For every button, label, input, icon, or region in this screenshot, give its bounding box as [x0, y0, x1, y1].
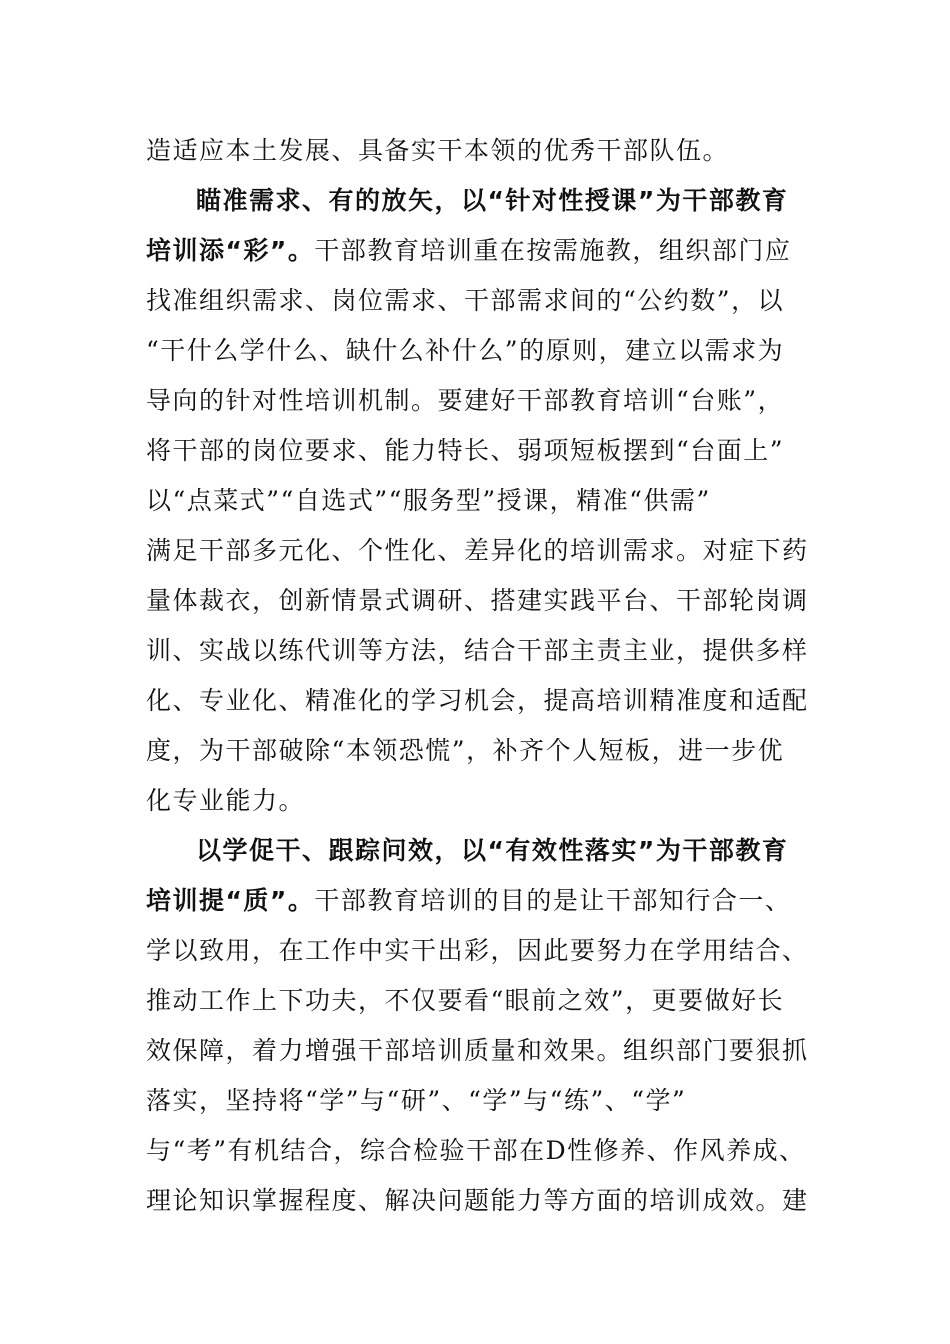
- body-line: 推动工作上下功夫，不仅要看“眼前之效”，更要做好长: [146, 986, 785, 1015]
- body-line: 与“考”有机结合，综合检验干部在D性修养、作风养成、: [146, 1136, 806, 1165]
- body-line: 理论知识掌握程度、解决问题能力等方面的培训成效。建: [146, 1186, 809, 1215]
- body-line: 培训添“彩”。干部教育培训重在按需施教，组织部门应: [146, 236, 792, 265]
- body-line: 满足干部多元化、个性化、差异化的培训需求。对症下药: [146, 536, 809, 565]
- section-heading: 瞄准需求、有的放矢，以“针对性授课”为干部教育: [196, 186, 789, 215]
- body-line: 找准组织需求、岗位需求、干部需求间的“公约数”，以: [146, 286, 785, 315]
- body-line: 以“点菜式”“自选式”“服务型”授课，精准“供需”: [146, 486, 711, 515]
- body-line: 训、实战以练代训等方法，结合干部主责主业，提供多样: [146, 636, 809, 665]
- body-line: 化、专业化、精准化的学习机会，提高培训精准度和适配: [146, 686, 809, 715]
- body-line: 效保障，着力增强干部培训质量和效果。组织部门要狠抓: [146, 1036, 809, 1065]
- body-line: “干什么学什么、缺什么补什么”的原则，建立以需求为: [146, 336, 785, 365]
- section-heading-line: [196, 176, 788, 226]
- section-heading: 培训添“彩”。: [146, 236, 315, 265]
- body-line: 化专业能力。: [146, 786, 306, 815]
- body-line: 将干部的岗位要求、能力特长、弱项短板摆到“台面上”: [146, 436, 785, 465]
- body-line: 培训提“质”。干部教育培训的目的是让干部知行合一、: [146, 886, 792, 915]
- section-heading-line: [196, 826, 788, 876]
- section-heading: 以学促干、跟踪问效，以“有效性落实”为干部教育: [196, 836, 789, 865]
- body-line: 学以致用，在工作中实干出彩，因此要努力在学用结合、: [146, 936, 809, 965]
- section-heading: 培训提“质”。: [146, 886, 315, 915]
- body-line: 落实，坚持将“学”与“研”、“学”与“练”、“学”: [146, 1086, 687, 1115]
- body-line: 量体裁衣，创新情景式调研、搭建实践平台、干部轮岗调: [146, 586, 809, 615]
- body-line: 度，为干部破除“本领恐慌”，补齐个人短板，进一步优: [146, 736, 785, 765]
- body-line: 造适应本土发展、具备实干本领的优秀干部队伍。: [146, 136, 730, 165]
- body-line: 导向的针对性培训机制。要建好干部教育培训“台账”，: [146, 386, 785, 415]
